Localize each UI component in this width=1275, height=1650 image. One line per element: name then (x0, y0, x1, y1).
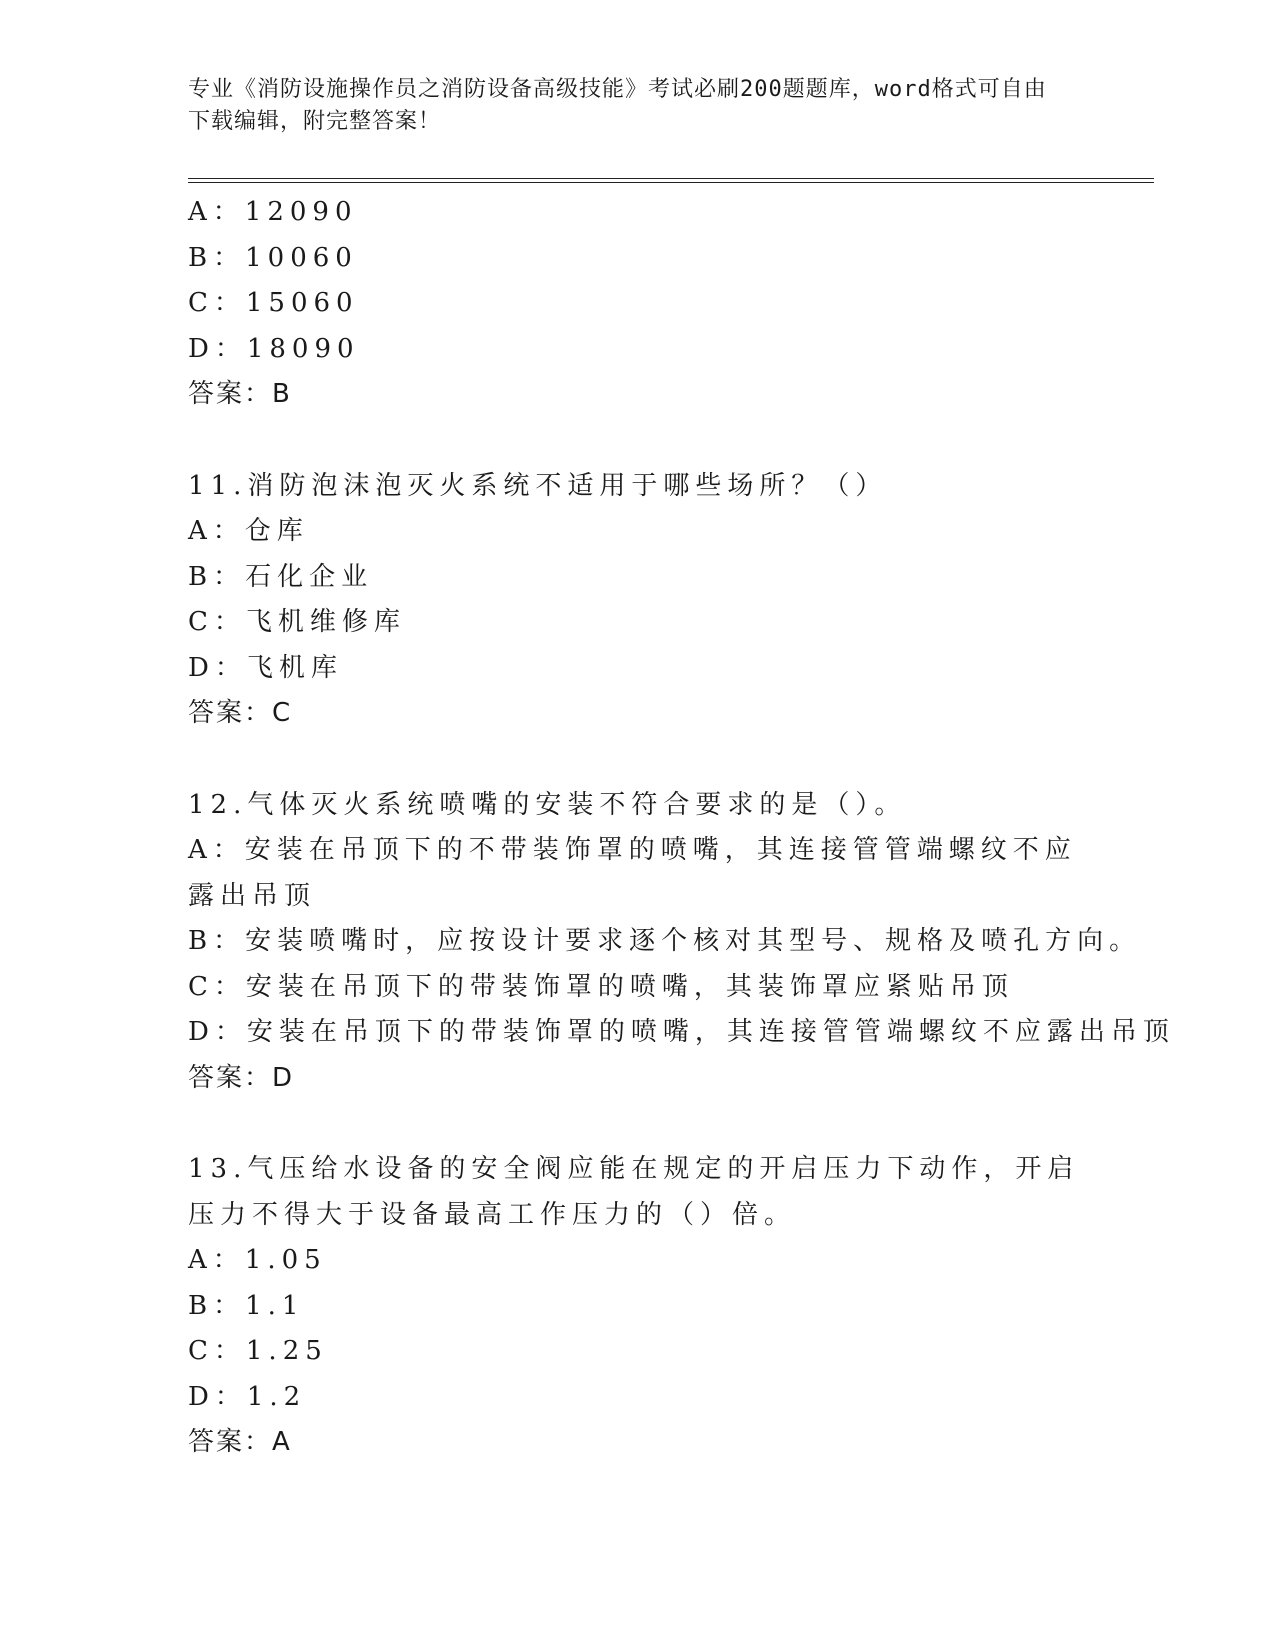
option-a: A：12090 (188, 197, 358, 227)
option-b: B：1.1 (188, 1290, 305, 1321)
option-d: D：飞机库 (188, 652, 343, 683)
question-stem: 11.消防泡沫泡灭火系统不适用于哪些场所？（） (188, 470, 888, 501)
option-c: C：安装在吊顶下的带装饰罩的喷嘴，其装饰罩应紧贴吊顶 (188, 971, 1014, 1002)
option-b: B：石化企业 (188, 561, 374, 592)
option-d: D：1.2 (188, 1381, 307, 1412)
answer: 答案：A (188, 1427, 292, 1457)
option-a: A：仓库 (188, 516, 309, 546)
question-12 (188, 783, 1175, 1102)
answer: 答案：B (188, 379, 292, 409)
question-13 (188, 1147, 1088, 1466)
answer: 答案：C (188, 698, 293, 728)
question-stem: 13.气压给水设备的安全阀应能在规定的开启压力下动作，开启压力不得大于设备最高工作压力的（）倍。 (188, 1154, 1080, 1230)
option-c: C：1.25 (188, 1336, 328, 1366)
header-divider-top (188, 178, 1154, 179)
header-divider-bottom (188, 182, 1154, 183)
option-d: D：安装在吊顶下的带装饰罩的喷嘴，其连接管管端螺纹不应露出吊顶 (188, 1017, 1175, 1047)
question-11 (188, 464, 1088, 737)
option-c: C：飞机维修库 (188, 607, 406, 637)
option-b: B：安装喷嘴时，应按设计要求逐个核对其型号、规格及喷孔方向。 (188, 926, 1142, 956)
question-10 (188, 190, 1088, 418)
option-d: D：18090 (188, 333, 360, 364)
question-stem: 12.气体灭火系统喷嘴的安装不符合要求的是（）。 (188, 789, 907, 820)
document-header: 专业《消防设施操作员之消防设备高级技能》考试必刷200题题库，word格式可自由下载编辑，附完整答案！ (188, 77, 1047, 134)
option-b: B：10060 (188, 242, 358, 273)
option-a: A：安装在吊顶下的不带装饰罩的喷嘴，其连接管管端螺纹不应露出吊顶 (188, 835, 1077, 911)
option-c: C：15060 (188, 288, 359, 318)
question-list (188, 190, 1175, 1466)
option-a: A：1.05 (188, 1245, 327, 1275)
answer: 答案：D (188, 1062, 295, 1093)
